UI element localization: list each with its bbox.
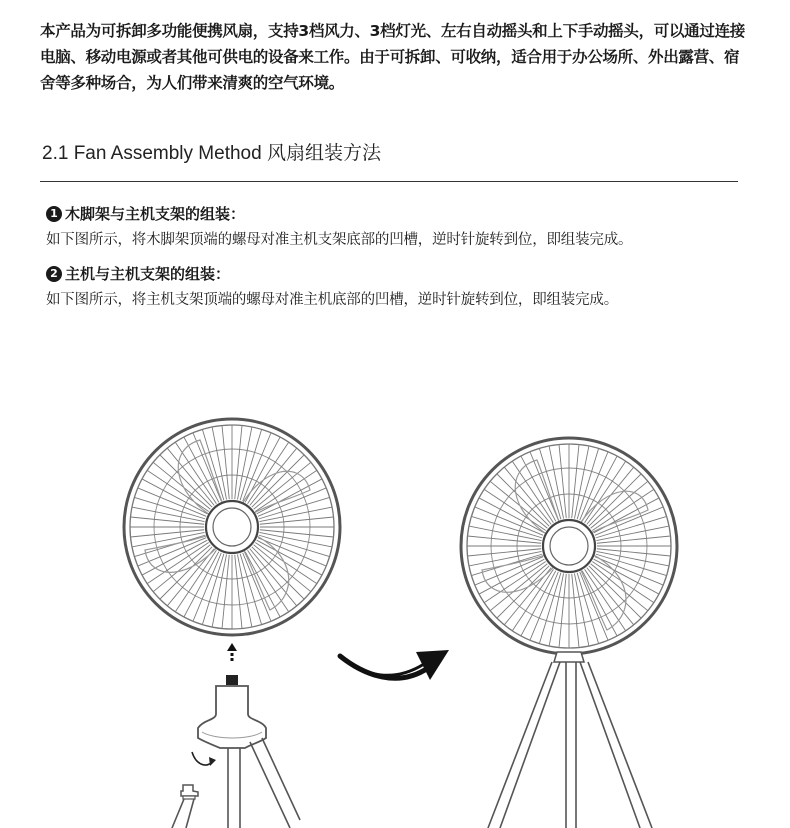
fan-assembled-right — [461, 438, 677, 828]
fan-head-left — [124, 419, 340, 635]
stand-connector-left — [198, 675, 300, 828]
guard-spoke — [577, 573, 598, 644]
guard-spoke — [254, 545, 311, 592]
guard-spoke — [252, 455, 304, 507]
guard-spoke — [222, 425, 229, 499]
guard-spoke — [539, 573, 560, 644]
guard-spoke — [490, 564, 547, 611]
guard-spoke — [167, 448, 214, 505]
guard-spoke — [212, 554, 226, 627]
guard-spoke — [248, 442, 289, 504]
guard-spoke — [250, 448, 297, 505]
guard-spoke — [479, 498, 544, 533]
section-title: 2.1 Fan Assembly Method 风扇组装方法 — [42, 143, 381, 164]
guard-spoke — [255, 543, 317, 584]
guard-spoke — [258, 488, 326, 516]
guard-spoke — [130, 517, 204, 524]
guard-spoke — [467, 536, 541, 543]
guard-spoke — [138, 488, 206, 516]
guard-spoke — [193, 433, 221, 501]
guard-spoke — [243, 553, 271, 621]
tripod-stand-right — [488, 652, 652, 828]
guard-spoke — [134, 497, 205, 518]
guard-spoke — [530, 452, 558, 520]
guard-spoke — [559, 574, 566, 648]
guard-spoke — [130, 530, 204, 537]
guard-spoke — [235, 425, 242, 499]
guard-spoke — [240, 429, 261, 500]
guard-spoke — [580, 452, 608, 520]
guard-spoke — [175, 442, 216, 504]
guard-spoke — [240, 554, 261, 625]
guard-spoke — [596, 526, 669, 540]
guard-spoke — [243, 433, 271, 501]
guard-spoke — [259, 535, 330, 556]
guard-spoke — [595, 507, 663, 535]
guard-spoke — [142, 479, 207, 514]
guard-spoke — [497, 474, 549, 526]
guard-spoke — [539, 448, 560, 519]
guard-spoke — [469, 551, 542, 565]
step-2-description: 如下图所示，将主机支架顶端的螺母对准主机底部的凹槽，逆时针旋转到位，即组装完成。 — [46, 292, 618, 308]
guard-spoke — [257, 479, 322, 514]
guard-spoke — [592, 489, 654, 530]
guard-spoke — [512, 569, 553, 631]
guard-spoke — [559, 444, 566, 518]
guard-spoke — [153, 545, 210, 592]
guard-spoke — [572, 444, 579, 518]
guard-spoke — [235, 555, 242, 629]
intro-paragraph: 本产品为可拆卸多功能便携风扇，支持3档风力、3档灯光、左右自动摇头和上下手动摇头，可以通过连接电脑、移动电源或者其他可供电的设备来工作。由于可拆卸、可收纳，适合用于办公场所、外出露营、宿舍等多种场合，为人们带来清爽的空气环境。 — [40, 22, 745, 92]
guard-spoke — [260, 530, 334, 537]
guard-spoke — [580, 572, 608, 640]
guard-spoke — [134, 535, 205, 556]
guard-spoke — [577, 448, 598, 519]
guard-spoke — [257, 540, 322, 575]
guard-spoke — [504, 467, 551, 524]
guard-spoke — [589, 474, 641, 526]
step-1-number-badge: 1 — [46, 206, 62, 222]
guard-spoke — [142, 540, 207, 575]
guard-spoke — [184, 437, 219, 502]
guard-spoke — [574, 446, 588, 519]
step-1-title: 木脚架与主机支架的组装： — [65, 205, 246, 223]
guard-spoke — [260, 517, 334, 524]
guard-spoke — [596, 516, 667, 537]
guard-spoke — [471, 516, 542, 537]
up-arrow-icon — [227, 643, 237, 661]
rotate-arrow-icon — [192, 752, 216, 766]
guard-spoke — [222, 555, 229, 629]
guard-spoke — [252, 547, 304, 599]
guard-spoke — [202, 554, 223, 625]
guard-spoke — [237, 427, 251, 500]
guard-spoke — [259, 497, 330, 518]
guard-spoke — [591, 564, 648, 611]
guard-spoke — [594, 559, 659, 594]
guard-spoke — [549, 446, 563, 519]
guard-spoke — [587, 568, 634, 625]
guard-spoke — [259, 507, 332, 521]
guard-spoke — [132, 507, 205, 521]
guard-spoke — [153, 462, 210, 509]
guard-spoke — [589, 566, 641, 618]
guard-spoke — [592, 562, 654, 603]
guard-spoke — [597, 549, 671, 556]
guard-spoke — [250, 549, 297, 606]
guard-spoke — [595, 557, 663, 585]
guard-spoke — [549, 573, 563, 646]
guard-spoke — [258, 538, 326, 566]
guard-spoke — [147, 543, 209, 584]
step-2-number-badge: 2 — [46, 266, 62, 282]
wooden-leg-detached — [172, 785, 198, 828]
step-1-description: 如下图所示，将木脚架顶端的螺母对准主机支架底部的凹槽，逆时针旋转到位，即组装完成。 — [46, 232, 633, 248]
guard-spoke — [490, 481, 547, 528]
assembly-arrow-icon — [340, 650, 449, 680]
guard-spoke — [202, 429, 223, 500]
guard-spoke — [237, 554, 251, 627]
guard-spoke — [572, 574, 579, 648]
guard-spoke — [582, 456, 617, 521]
guard-spoke — [175, 550, 216, 612]
guard-spoke — [597, 536, 671, 543]
guard-spoke — [254, 462, 311, 509]
guard-spoke — [160, 455, 212, 507]
guard-spoke — [147, 470, 209, 511]
guard-spoke — [475, 507, 543, 535]
guard-spoke — [212, 427, 226, 500]
guard-spoke — [484, 489, 546, 530]
guard-spoke — [596, 554, 667, 575]
guard-spoke — [467, 549, 541, 556]
guard-spoke — [530, 572, 558, 640]
step-2-title: 主机与主机支架的组装： — [65, 265, 231, 283]
guard-spoke — [469, 526, 542, 540]
guard-spoke — [138, 538, 206, 566]
guard-spoke — [512, 461, 553, 523]
guard-spoke — [160, 547, 212, 599]
